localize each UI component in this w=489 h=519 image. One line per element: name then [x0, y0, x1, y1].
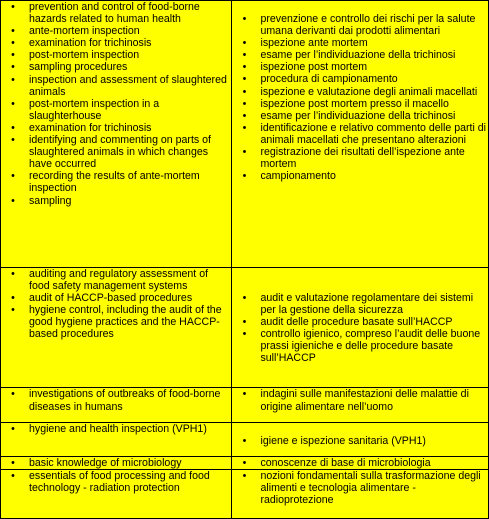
list-item — [1, 122, 231, 134]
item-text: controllo igienico, compreso l’audit delle buone prassi igieniche e delle procedure basate sull’HACCP — [260, 328, 481, 365]
list-item — [1, 268, 231, 292]
list-item — [232, 49, 488, 61]
list-item — [1, 170, 231, 194]
bullet-icon: • — [11, 292, 15, 305]
bullet-icon: • — [11, 170, 15, 183]
list-item — [1, 1, 231, 25]
bullet-icon: • — [242, 328, 247, 341]
bullet-icon: • — [11, 469, 15, 482]
list-item — [232, 98, 488, 110]
english-list — [1, 423, 231, 435]
list-item — [232, 170, 488, 182]
bullet-icon: • — [242, 469, 247, 482]
bullet-icon: • — [11, 422, 15, 435]
list-item — [232, 316, 488, 328]
italian-cell — [232, 388, 489, 422]
item-text: basic knowledge of microbiology — [29, 456, 182, 469]
item-text: hygiene control, including the audit of the good hygiene practices and the HACCP-based procedures — [29, 304, 222, 341]
item-text: essentials of food processing and food technology - radiation protection — [29, 469, 210, 494]
bullet-icon: • — [242, 146, 247, 159]
bullet-icon: • — [242, 388, 247, 401]
item-text: ante-mortem inspection — [29, 25, 140, 38]
bullet-icon: • — [11, 25, 15, 38]
italian-cell — [232, 469, 489, 518]
bullet-icon: • — [11, 134, 15, 147]
bullet-icon: • — [242, 316, 247, 329]
item-text: sampling procedures — [29, 61, 128, 74]
table-row — [1, 267, 489, 387]
bullet-icon: • — [242, 121, 247, 134]
list-item — [1, 25, 231, 37]
english-cell — [1, 422, 232, 456]
list-item — [1, 304, 231, 340]
bullet-icon: • — [242, 73, 247, 86]
item-text: esame per l’individuazione della trichinosi — [260, 109, 456, 122]
item-text: campionamento — [260, 170, 336, 183]
english-cell — [1, 456, 232, 469]
bullet-icon: • — [242, 97, 247, 110]
bullet-icon: • — [11, 121, 15, 134]
table-row — [1, 1, 489, 268]
list-item — [232, 86, 488, 98]
item-text: identificazione e relativo commento delle parti di animali macellati che presentano alterazioni — [260, 121, 486, 146]
list-item — [232, 328, 488, 364]
list-item — [1, 388, 231, 412]
item-text: ispezione post mortem presso il macello — [260, 97, 449, 110]
item-text: indagini sulle manifestazioni delle malattie di origine alimentare nell’uomo — [260, 388, 469, 413]
bullet-icon: • — [11, 49, 15, 62]
english-cell — [1, 267, 232, 387]
list-item — [1, 292, 231, 304]
list-item — [1, 49, 231, 61]
list-item — [232, 146, 488, 170]
italian-list — [232, 435, 488, 447]
bullet-icon: • — [11, 97, 15, 110]
bullet-icon: • — [11, 61, 15, 74]
english-list — [1, 268, 231, 341]
item-text: hygiene and health inspection (VPH1) — [29, 422, 207, 435]
bullet-icon: • — [242, 37, 247, 50]
bullet-icon: • — [242, 170, 247, 183]
english-cell — [1, 1, 232, 268]
list-item — [232, 61, 488, 73]
item-text: inspection and assessment of slaughtered animals — [29, 73, 227, 98]
list-item — [1, 423, 231, 435]
list-item — [232, 73, 488, 85]
bullet-icon: • — [242, 291, 247, 304]
list-item — [1, 74, 231, 98]
list-item — [1, 98, 231, 122]
italian-list — [232, 457, 488, 469]
english-cell — [1, 469, 232, 518]
bullet-icon: • — [242, 13, 247, 25]
item-text: post-mortem inspection — [29, 49, 140, 62]
list-item — [1, 470, 231, 494]
english-list — [1, 470, 231, 494]
item-text: ispezione post mortem — [260, 61, 368, 74]
bullet-icon: • — [11, 1, 15, 13]
list-item — [232, 388, 488, 412]
english-list — [1, 1, 231, 207]
bullet-icon: • — [242, 61, 247, 74]
item-text: prevenzione e controllo dei rischi per la salute umana derivanti dai prodotti alimentari — [260, 13, 476, 38]
item-text: nozioni fondamentali sulla trasformazione degli alimenti e tecnologia alimentare - radioprotezione — [260, 469, 481, 506]
item-text: esame per l’individuazione della trichinosi — [260, 49, 456, 62]
italian-list — [232, 388, 488, 412]
table-row — [1, 388, 489, 422]
item-text: sampling — [29, 194, 72, 207]
item-text: igiene e ispezione sanitaria (VPH1) — [260, 434, 426, 447]
list-item — [232, 13, 488, 37]
english-list — [1, 388, 231, 412]
list-item — [232, 110, 488, 122]
bullet-icon: • — [242, 109, 247, 122]
item-text: registrazione dei risultati dell’ispezione ante mortem — [260, 146, 465, 171]
item-text: post-mortem inspection in a slaughterhouse — [29, 97, 160, 122]
bullet-icon: • — [11, 73, 15, 86]
item-text: examination for trichinosis — [29, 121, 152, 134]
item-text: conoscenze di base di microbiologia — [260, 456, 431, 469]
english-cell — [1, 388, 232, 422]
list-item — [1, 61, 231, 73]
list-item — [1, 457, 231, 469]
item-text: audit delle procedure basate sull’HACCP — [260, 316, 453, 329]
list-item — [232, 457, 488, 469]
bullet-icon: • — [11, 37, 15, 50]
italian-cell — [232, 422, 489, 456]
item-text: examination for trichinosis — [29, 37, 152, 50]
bullet-icon: • — [242, 85, 247, 98]
table-row — [1, 456, 489, 469]
table-row — [1, 469, 489, 518]
english-list — [1, 457, 231, 469]
item-text: identifying and commenting on parts of slaughtered animals in which changes have occurred — [29, 134, 211, 171]
list-item — [1, 195, 231, 207]
item-text: procedura di campionamento — [260, 73, 398, 86]
item-text: recording the results of ante-mortem inspection — [29, 170, 200, 195]
bullet-icon: • — [242, 456, 247, 469]
list-item — [232, 37, 488, 49]
bullet-icon: • — [11, 267, 15, 280]
item-text: audit of HACCP-based procedures — [29, 292, 193, 305]
list-item — [232, 470, 488, 506]
bullet-icon: • — [11, 194, 15, 207]
list-item — [232, 435, 488, 447]
italian-list — [232, 292, 488, 365]
bullet-icon: • — [11, 304, 15, 317]
table-body — [1, 1, 489, 519]
item-text: prevention and control of food-borne hazards related to human health — [29, 1, 200, 26]
item-text: auditing and regulatory assessment of food safety management systems — [29, 267, 209, 293]
bullet-icon: • — [11, 388, 15, 401]
item-text: audit e valutazione regolamentare dei sistemi per la gestione della sicurezza — [260, 291, 474, 317]
list-item — [232, 292, 488, 316]
bullet-icon: • — [11, 456, 15, 469]
italian-cell — [232, 1, 489, 268]
list-item — [1, 37, 231, 49]
list-item — [1, 134, 231, 170]
italian-list — [232, 13, 488, 182]
table-row — [1, 422, 489, 456]
italian-cell — [232, 456, 489, 469]
bullet-icon: • — [242, 49, 247, 62]
item-text: ispezione e valutazione degli animali macellati — [260, 85, 478, 98]
list-item — [232, 122, 488, 146]
italian-list — [232, 470, 488, 506]
bullet-icon: • — [242, 434, 247, 447]
item-text: investigations of outbreaks of food-borne diseases in humans — [29, 388, 221, 413]
item-text: ispezione ante mortem — [260, 37, 368, 50]
italian-cell — [232, 267, 489, 387]
